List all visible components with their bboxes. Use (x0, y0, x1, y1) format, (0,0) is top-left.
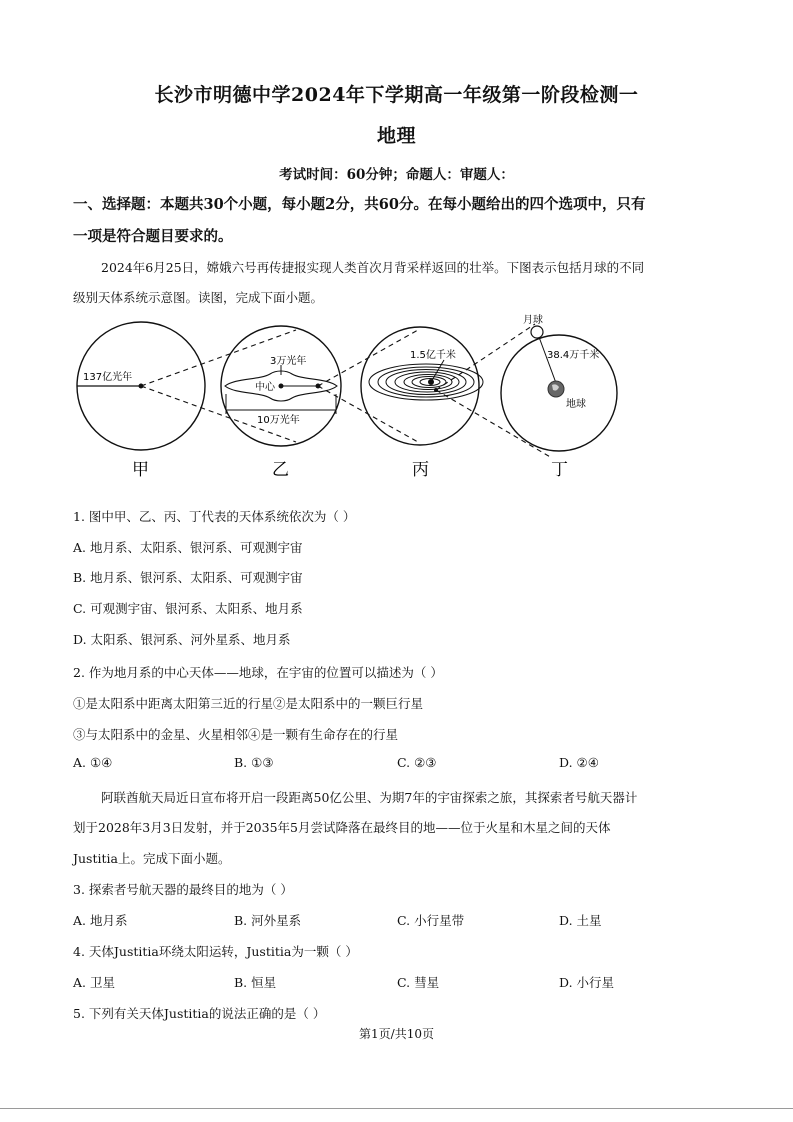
connector-jia-yi-bottom (141, 386, 296, 442)
q5-stem: 5. 下列有关天体Justitia的说法正确的是（ ） (73, 1006, 326, 1021)
q2-statement-line1: ①是太阳系中距离太阳第三近的行星②是太阳系中的一颗巨行星 (73, 696, 424, 711)
q1-option-c: C. 可观测宇宙、银河系、太阳系、地月系 (73, 601, 303, 616)
celestial-systems-figure (70, 310, 720, 485)
bing-circle (361, 327, 479, 445)
passage2-line3: Justitia上。完成下面小题。 (73, 851, 231, 866)
exam-info: 考试时间：60分钟；命题人：审题人： (279, 167, 514, 183)
q3-option-a: A. 地月系 (73, 913, 128, 928)
q1-option-a: A. 地月系、太阳系、银河系、可观测宇宙 (73, 540, 303, 555)
q1-option-d: D. 太阳系、银河系、河外星系、地月系 (73, 632, 291, 647)
ding-label: 丁 (551, 460, 568, 480)
q2-option-d: D. ②④ (559, 755, 599, 770)
q1-option-b: B. 地月系、银河系、太阳系、可观测宇宙 (73, 570, 303, 585)
bing-distance-label: 1.5亿千米 (410, 350, 456, 361)
yi-center-label: 中心 (255, 382, 275, 393)
section-heading-line1: 一、选择题：本题共30个小题，每小题2分，共60分。在每小题给出的四个选项中，只有 (73, 196, 646, 213)
section-heading-line2: 一项是符合题目要求的。 (73, 228, 233, 245)
jia-label: 甲 (132, 460, 149, 480)
yi-diameter-label: 10万光年 (257, 415, 300, 426)
q3-stem: 3. 探索者号航天器的最终目的地为（ ） (73, 882, 293, 897)
bottom-divider (0, 1108, 793, 1109)
q4-option-c: C. 彗星 (397, 975, 440, 990)
planet-orbits (369, 364, 483, 400)
panel-yi (221, 326, 341, 480)
q3-option-b: B. 河外星系 (234, 913, 302, 928)
q4-option-b: B. 恒星 (234, 975, 277, 990)
yi-label: 乙 (272, 460, 289, 480)
q4-option-d: D. 小行星 (559, 975, 615, 990)
earth-label: 地球 (566, 399, 586, 410)
q4-stem: 4. 天体Justitia环绕太阳运转，Justitia为一颗（ ） (73, 944, 358, 959)
ding-distance-label: 38.4万千米 (547, 350, 600, 361)
page-number: 第1页/共10页 (359, 1027, 434, 1041)
q3-option-c: C. 小行星带 (397, 913, 465, 928)
connector-bing-ding-bottom (436, 390, 552, 458)
q2-option-c: C. ②③ (397, 755, 437, 770)
q3-option-d: D. 土星 (559, 913, 602, 928)
q4-option-a: A. 卫星 (73, 975, 115, 990)
passage2-line1: 阿联酋航天局近日宣布将开启一段距离50亿公里、为期7年的宇宙探索之旅，其探索者号航天器计 (101, 790, 638, 805)
q2-statement-line2: ③与太阳系中的金星、火星相邻④是一颗有生命存在的行星 (73, 727, 399, 742)
bing-label: 丙 (412, 460, 429, 480)
q2-option-b: B. ①③ (234, 755, 274, 770)
passage1-line1: 2024年6月25日，嫦娥六号再传捷报实现人类首次月背采样返回的壮举。下图表示包括月球的不同 (101, 260, 645, 275)
subject-title: 地理 (376, 125, 416, 147)
exam-title: 长沙市明德中学2024年下学期高一年级第一阶段检测一 (154, 84, 639, 106)
panel-jia (77, 322, 205, 480)
panel-ding (501, 313, 617, 480)
q1-stem: 1. 图中甲、乙、丙、丁代表的天体系统依次为（ ） (73, 509, 356, 524)
q2-stem: 2. 作为地月系的中心天体——地球，在宇宙的位置可以描述为（ ） (73, 665, 443, 680)
moon-dot (531, 326, 543, 338)
passage1-line2: 级别天体系统示意图。读图，完成下面小题。 (73, 290, 324, 305)
moon-label: 月球 (523, 315, 543, 326)
q2-option-a: A. ①④ (73, 755, 113, 770)
jia-radius-label: 137亿光年 (83, 372, 133, 383)
panel-bing (361, 327, 483, 480)
yi-thickness-label: 3万光年 (270, 356, 307, 367)
passage2-line2: 划于2028年3月3日发射，并于2035年5月尝试降落在最终目的地——位于火星和木星之间的天体 (73, 820, 611, 835)
